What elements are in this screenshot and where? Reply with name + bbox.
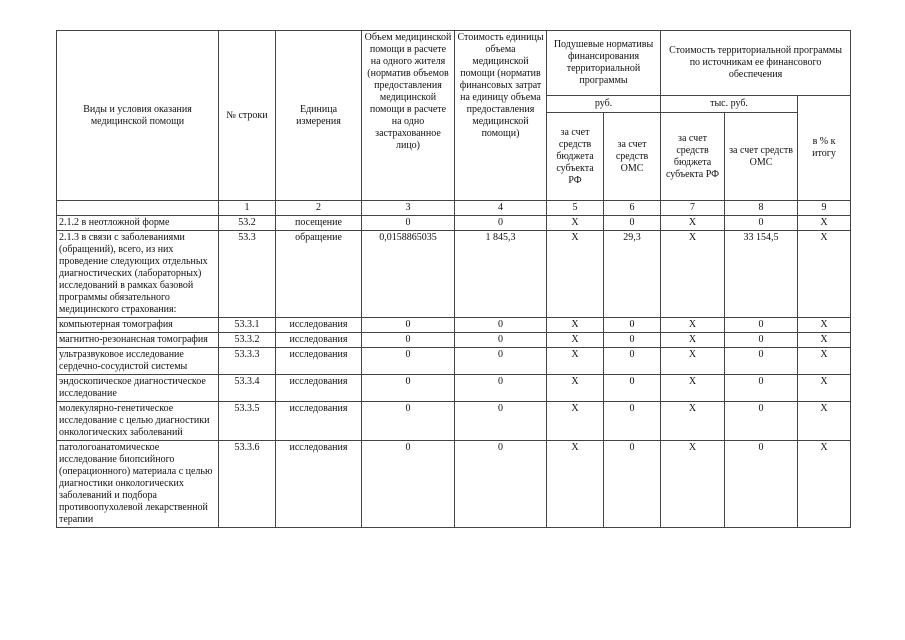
row-unit-cost: 0 [455, 318, 547, 333]
row-unit: исследования [276, 318, 362, 333]
row-cost-budget: X [661, 441, 725, 528]
row-volume: 0 [362, 375, 455, 402]
row-name: эндоскопическое диагностическое исследование [57, 375, 219, 402]
header-unit: Единица измерения [276, 31, 362, 201]
row-per-capita-budget: X [547, 402, 604, 441]
row-line-number: 53.3.6 [219, 441, 276, 528]
column-number: 7 [661, 201, 725, 216]
row-percent: X [798, 231, 851, 318]
row-unit: исследования [276, 333, 362, 348]
row-cost-oms: 0 [725, 333, 798, 348]
row-per-capita-budget: X [547, 375, 604, 402]
table-row [57, 216, 851, 231]
header-program-cost-group: Стоимость территориальной программы по источникам ее финансового обеспечения [661, 31, 851, 96]
row-per-capita-oms: 29,3 [604, 231, 661, 318]
header-per-capita-budget: за счет средств бюджета субъекта РФ [547, 113, 604, 201]
row-unit-cost: 0 [455, 402, 547, 441]
row-per-capita-budget: X [547, 216, 604, 231]
column-number: 9 [798, 201, 851, 216]
row-percent: X [798, 333, 851, 348]
row-volume: 0 [362, 318, 455, 333]
row-unit: исследования [276, 441, 362, 528]
column-number: 1 [219, 201, 276, 216]
row-cost-budget: X [661, 216, 725, 231]
row-cost-budget: X [661, 231, 725, 318]
row-line-number: 53.2 [219, 216, 276, 231]
row-unit-cost: 0 [455, 441, 547, 528]
table-row [57, 348, 851, 375]
column-number: 8 [725, 201, 798, 216]
row-unit-cost: 0 [455, 348, 547, 375]
row-cost-oms: 33 154,5 [725, 231, 798, 318]
table-row [57, 402, 851, 441]
row-volume: 0 [362, 216, 455, 231]
row-volume: 0 [362, 333, 455, 348]
header-unit-rub: руб. [547, 96, 661, 113]
row-volume: 0 [362, 402, 455, 441]
row-unit-cost: 0 [455, 333, 547, 348]
header-unit-cost: Стоимость единицы объема медицинской помощи (норматив финансовых затрат на единицу объема предоставления медицинской помощи) [455, 31, 547, 201]
row-cost-oms: 0 [725, 216, 798, 231]
header-unit-thousand-rub: тыс. руб. [661, 96, 798, 113]
row-line-number: 53.3 [219, 231, 276, 318]
row-volume: 0 [362, 441, 455, 528]
header-volume: Объем медицинской помощи в расчете на одного жителя (норматив объемов предоставления медицинской помощи в расчете на одно застрахованное лицо) [362, 31, 455, 201]
table-row [57, 318, 851, 333]
row-line-number: 53.3.4 [219, 375, 276, 402]
row-cost-oms: 0 [725, 348, 798, 375]
row-name: компьютерная томография [57, 318, 219, 333]
row-cost-budget: X [661, 318, 725, 333]
row-per-capita-oms: 0 [604, 318, 661, 333]
row-cost-budget: X [661, 333, 725, 348]
header-per-capita-oms: за счет средств ОМС [604, 113, 661, 201]
row-percent: X [798, 216, 851, 231]
row-unit-cost: 0 [455, 375, 547, 402]
row-cost-budget: X [661, 375, 725, 402]
row-unit: посещение [276, 216, 362, 231]
row-unit-cost: 1 845,3 [455, 231, 547, 318]
column-number [57, 201, 219, 216]
header-percent-of-total: в % к итогу [798, 96, 851, 201]
row-unit: исследования [276, 375, 362, 402]
row-per-capita-oms: 0 [604, 216, 661, 231]
row-volume: 0 [362, 348, 455, 375]
table-row [57, 441, 851, 528]
column-number: 6 [604, 201, 661, 216]
column-number: 5 [547, 201, 604, 216]
row-name: 2.1.3 в связи с заболеваниями (обращений), всего, из них проведение следующих отдельных диагностических (лабораторных) исследований в рамках базовой программы обязательного медицинского страхования: [57, 231, 219, 318]
table-row [57, 231, 851, 318]
header-type-conditions: Виды и условия оказания медицинской помощи [57, 31, 219, 201]
header-cost-budget: за счет средств бюджета субъекта РФ [661, 113, 725, 201]
row-name: патологоанатомическое исследование биопсийного (операционного) материала с целью диагностики онкологических заболеваний и подбора противоопухолевой лекарственной терапии [57, 441, 219, 528]
row-percent: X [798, 402, 851, 441]
row-cost-budget: X [661, 348, 725, 375]
row-percent: X [798, 348, 851, 375]
row-name: магнитно-резонансная томография [57, 333, 219, 348]
row-volume: 0,0158865035 [362, 231, 455, 318]
row-percent: X [798, 318, 851, 333]
column-numbers-row [57, 201, 851, 216]
row-per-capita-oms: 0 [604, 333, 661, 348]
column-number: 4 [455, 201, 547, 216]
row-line-number: 53.3.2 [219, 333, 276, 348]
table-row [57, 375, 851, 402]
header-per-capita-group: Подушевые нормативы финансирования территориальной программы [547, 31, 661, 96]
row-line-number: 53.3.3 [219, 348, 276, 375]
row-per-capita-budget: X [547, 318, 604, 333]
row-line-number: 53.3.1 [219, 318, 276, 333]
row-per-capita-oms: 0 [604, 441, 661, 528]
financing-table [56, 30, 851, 528]
row-name: ультразвуковое исследование сердечно-сосудистой системы [57, 348, 219, 375]
row-per-capita-budget: X [547, 441, 604, 528]
row-per-capita-oms: 0 [604, 348, 661, 375]
table-row [57, 333, 851, 348]
row-unit: исследования [276, 402, 362, 441]
row-cost-oms: 0 [725, 402, 798, 441]
row-per-capita-budget: X [547, 333, 604, 348]
row-per-capita-budget: X [547, 231, 604, 318]
row-percent: X [798, 441, 851, 528]
header-cost-oms: за счет средств ОМС [725, 113, 798, 201]
row-cost-oms: 0 [725, 441, 798, 528]
column-number: 3 [362, 201, 455, 216]
column-number: 2 [276, 201, 362, 216]
row-per-capita-oms: 0 [604, 402, 661, 441]
row-per-capita-budget: X [547, 348, 604, 375]
row-percent: X [798, 375, 851, 402]
row-cost-oms: 0 [725, 318, 798, 333]
row-unit-cost: 0 [455, 216, 547, 231]
row-cost-oms: 0 [725, 375, 798, 402]
row-name: молекулярно-генетическое исследование с целью диагностики онкологических заболеваний [57, 402, 219, 441]
row-name: 2.1.2 в неотложной форме [57, 216, 219, 231]
header-line-number: № строки [219, 31, 276, 201]
row-line-number: 53.3.5 [219, 402, 276, 441]
row-per-capita-oms: 0 [604, 375, 661, 402]
row-unit: исследования [276, 348, 362, 375]
row-cost-budget: X [661, 402, 725, 441]
row-unit: обращение [276, 231, 362, 318]
